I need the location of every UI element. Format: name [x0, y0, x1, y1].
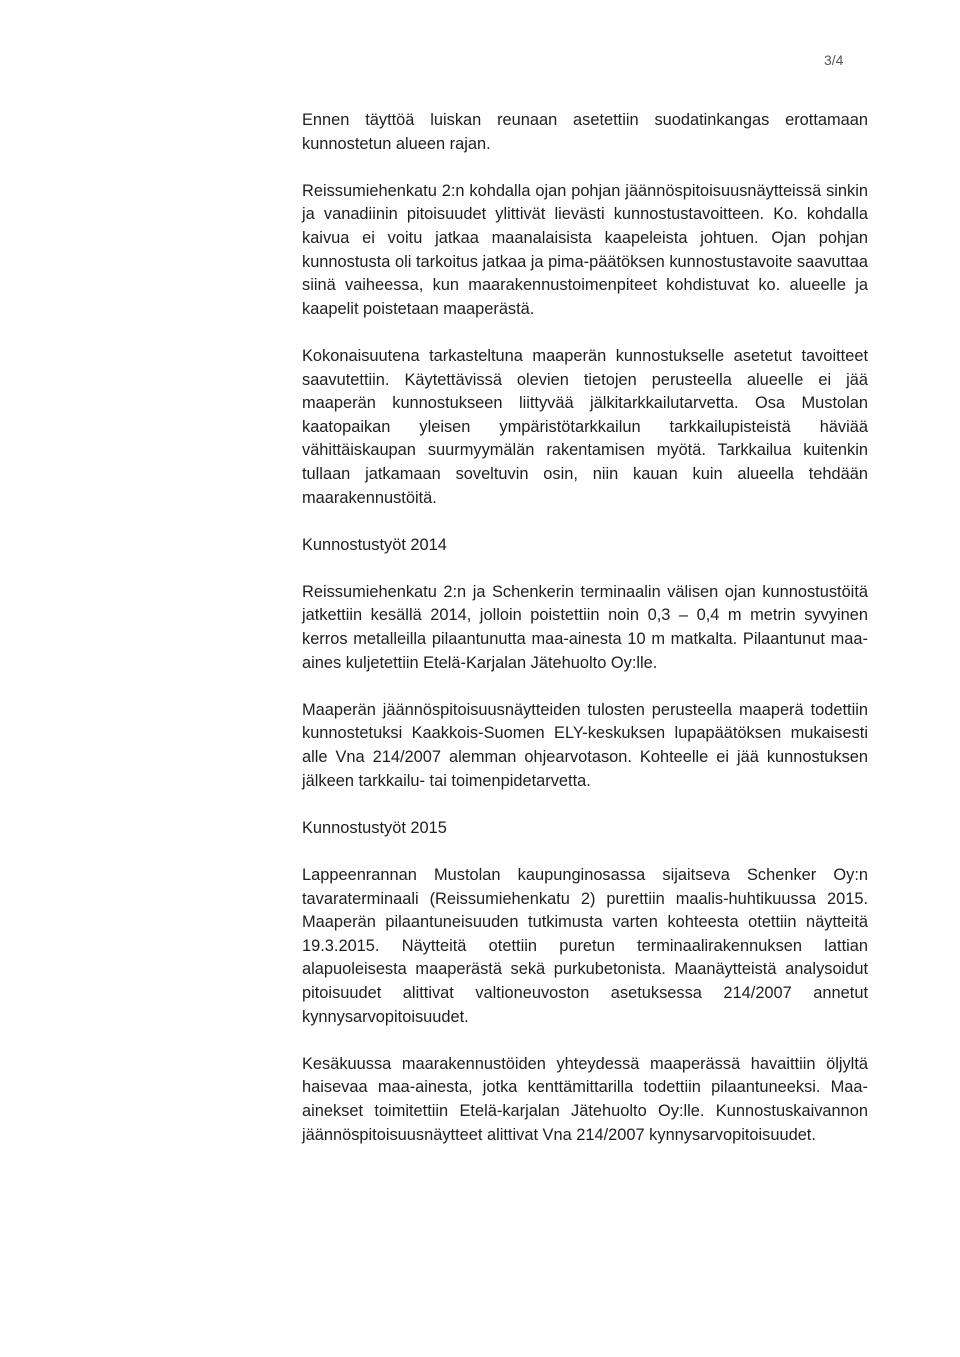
- page-number: 3/4: [824, 52, 844, 68]
- paragraph-filter-fabric: Ennen täyttöä luiskan reunaan asetettiin suodatinkangas erottamaan kunnostetun alueen rajan.: [302, 111, 868, 153]
- paragraph-2014-works: Reissumiehenkatu 2:n ja Schenkerin terminaalin välisen ojan kunnostustöitä jatkettiin kesällä 2014, jolloin poistettiin noin 0,3 – 0,4 m metrin syvyinen kerros metalleilla pilaantunutta maa-ainesta 10 m matkalta. Pilaantunut maa-aines kuljetettiin Etelä-Karjalan Jätehuolto Oy:lle.: [302, 582, 868, 672]
- paragraph-overall-goals: Kokonaisuutena tarkasteltuna maaperän kunnostukselle asetetut tavoitteet saavutettiin. Käytettävissä olevien tietojen perusteella alueelle ei jää maaperän kunnostukseen liittyvää jälkitarkkailutarvetta. Osa Mustolan kaatopaikan yleisen ympäristötarkkailun tarkkailupisteistä häviää vähittäiskaupan suurmyymälän rakentamisen myötä. Tarkkailua kuitenkin tullaan jatkamaan soveltuvin osin, niin kauan kuin alueella tehdään maarakennustöitä.: [302, 346, 868, 507]
- paragraph-2015-june: Kesäkuussa maarakennustöiden yhteydessä maaperässä havaittiin öljyltä haisevaa maa-ainesta, jotka kenttämittarilla todettiin pilaantuneeksi. Maa-ainekset toimitettiin Etelä-karjalan Jätehuolto Oy:lle. Kunnostuskaivannon jäännöspitoisuusnäytteet alittivat Vna 214/2007 kynnysarvopitoisuudet.: [302, 1054, 868, 1144]
- heading-2014: Kunnostustyöt 2014: [302, 535, 447, 554]
- paragraph-ditch-bottom: Reissumiehenkatu 2:n kohdalla ojan pohjan jäännöspitoisuusnäytteissä sinkin ja vanadiinin pitoisuudet ylittivät lievästi kunnostustavoitteen. Ko. kohdalla kaivua ei voitu jatkaa maanalaisista kaapeleista johtuen. Ojan pohjan kunnostusta oli tarkoitus jatkaa ja pima-päätöksen kunnostustavoite saavuttaa siinä vaiheessa, kun maarakennustoimenpiteet kohdistuvat ko. alueelle ja kaapelit poistetaan maaperästä.: [302, 181, 868, 318]
- document-body: [302, 109, 868, 1147]
- paragraph-2014-result: Maaperän jäännöspitoisuusnäytteiden tulosten perusteella maaperä todettiin kunnostetuksi Kaakkois-Suomen ELY-keskuksen lupapäätöksen mukaisesti alle Vna 214/2007 alemman ohjearvotason. Kohteelle ei jää kunnostuksen jälkeen tarkkailu- tai toimenpidetarvetta.: [302, 700, 868, 790]
- paragraph-2015-terminal: Lappeenrannan Mustolan kaupunginosassa sijaitseva Schenker Oy:n tavaraterminaali (Reissumiehenkatu 2) purettiin maalis-huhtikuussa 2015. Maaperän pilaantuneisuuden tutkimusta varten kohteesta otettiin näytteitä 19.3.2015. Näytteitä otettiin puretun terminaalirakennuksen lattian alapuoleisesta maaperästä sekä purkubetonista. Maanäytteistä analysoidut pitoisuudet alittivat valtioneuvoston asetuksessa 214/2007 annetut kynnysarvopitoisuudet.: [302, 866, 868, 1026]
- heading-2015: Kunnostustyöt 2015: [302, 818, 447, 837]
